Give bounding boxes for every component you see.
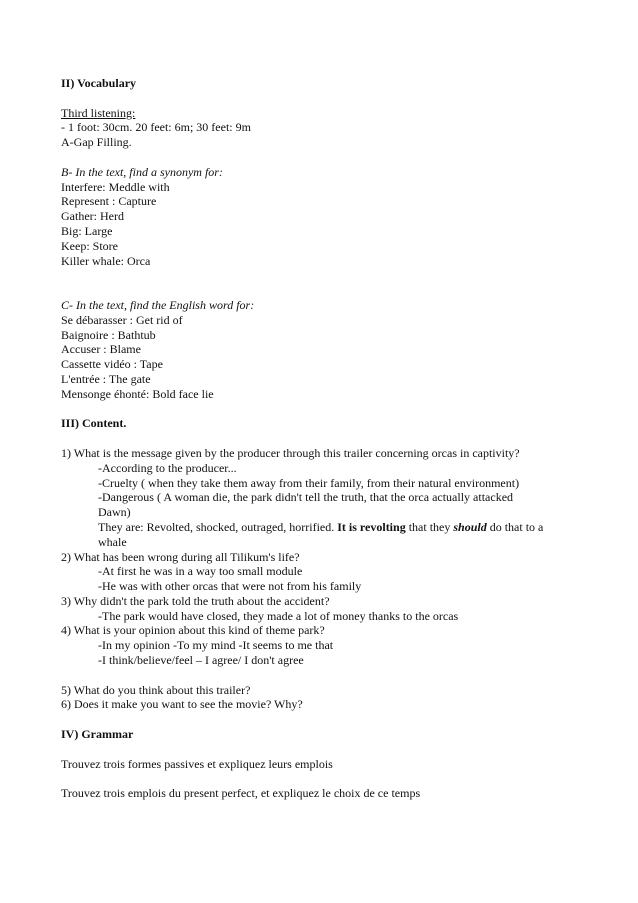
- grammar-present-perfect-task: Trouvez trois emplois du present perfect, et expliquez le choix de ce temps: [61, 786, 421, 801]
- spacer: [61, 268, 598, 298]
- grammar-passive-task: Trouvez trois formes passives et expliquez leurs emplois: [61, 756, 333, 771]
- english-word-item: Baignoire : Bathtub: [61, 327, 156, 342]
- synonym-item: Keep: Store: [61, 238, 118, 253]
- spacer: [61, 402, 598, 417]
- synonym-item: Gather: Herd: [61, 209, 124, 224]
- spacer: [61, 150, 598, 165]
- english-word-item: Accuser : Blame: [61, 342, 141, 357]
- synonym-item: Interfere: Meddle with: [61, 179, 170, 194]
- answer-text: that they: [405, 519, 454, 534]
- english-word-item: Mensonge éhonté: Bold face lie: [61, 386, 214, 401]
- answer-text: They are: Revolted, shocked, outraged, horrified.: [98, 519, 338, 534]
- measures-line: - 1 foot: 30cm. 20 feet: 6m; 30 feet: 9m: [61, 120, 251, 135]
- spacer: [61, 742, 598, 757]
- gap-filling-line: A-Gap Filling.: [61, 135, 132, 150]
- grammar-heading: IV) Grammar: [61, 727, 134, 742]
- answer-text: do that to a: [486, 519, 544, 534]
- content-heading: III) Content.: [61, 416, 127, 431]
- question-5: 5) What do you think about this trailer?: [61, 682, 251, 697]
- question-2: 2) What has been wrong during all Tilikum's life?: [61, 549, 300, 564]
- answer-line: -Cruelty ( when they take them away from their family, from their natural environment): [98, 475, 520, 490]
- synonym-title: B- In the text, find a synonym for:: [61, 164, 223, 179]
- question-6: 6) Does it make you want to see the movie? Why?: [61, 697, 303, 712]
- synonym-item: Big: Large: [61, 223, 113, 238]
- spacer: [61, 771, 598, 786]
- answer-line: Dawn): [98, 505, 131, 520]
- english-word-item: Cassette vidéo : Tape: [61, 357, 163, 372]
- synonym-item: Killer whale: Orca: [61, 253, 151, 268]
- answer-line: -I think/believe/feel – I agree/ I don't agree: [98, 653, 304, 668]
- answer-line: -At first he was in a way too small module: [98, 564, 303, 579]
- english-word-item: L'entrée : The gate: [61, 371, 151, 386]
- answer-line: -According to the producer...: [98, 460, 237, 475]
- spacer: [61, 431, 598, 446]
- bold-italic-text: should: [453, 519, 487, 534]
- answer-line: -Dangerous ( A woman die, the park didn't tell the truth, that the orca actually attacked: [98, 490, 514, 505]
- answer-line: -He was with other orcas that were not from his family: [98, 579, 362, 594]
- spacer: [61, 712, 598, 727]
- question-3: 3) Why didn't the park told the truth about the accident?: [61, 593, 330, 608]
- third-listening-label: Third listening:: [61, 105, 136, 120]
- english-word-item: Se débarasser : Get rid of: [61, 312, 183, 327]
- bold-text: It is revolting: [337, 519, 406, 534]
- synonym-item: Represent : Capture: [61, 194, 157, 209]
- answer-line: whale: [98, 534, 127, 549]
- answer-line-emphasis: [61, 520, 598, 535]
- vocabulary-heading: II) Vocabulary: [61, 76, 137, 90]
- answer-line: -The park would have closed, they made a lot of money thanks to the orcas: [98, 608, 459, 623]
- question-4: 4) What is your opinion about this kind of theme park?: [61, 623, 325, 638]
- answer-line: -In my opinion -To my mind -It seems to me that: [98, 638, 334, 653]
- spacer: [61, 668, 598, 683]
- english-word-title: C- In the text, find the English word for:: [61, 297, 255, 312]
- spacer: [61, 91, 598, 106]
- question-1: 1) What is the message given by the producer through this trailer concerning orcas in captivity?: [61, 445, 520, 460]
